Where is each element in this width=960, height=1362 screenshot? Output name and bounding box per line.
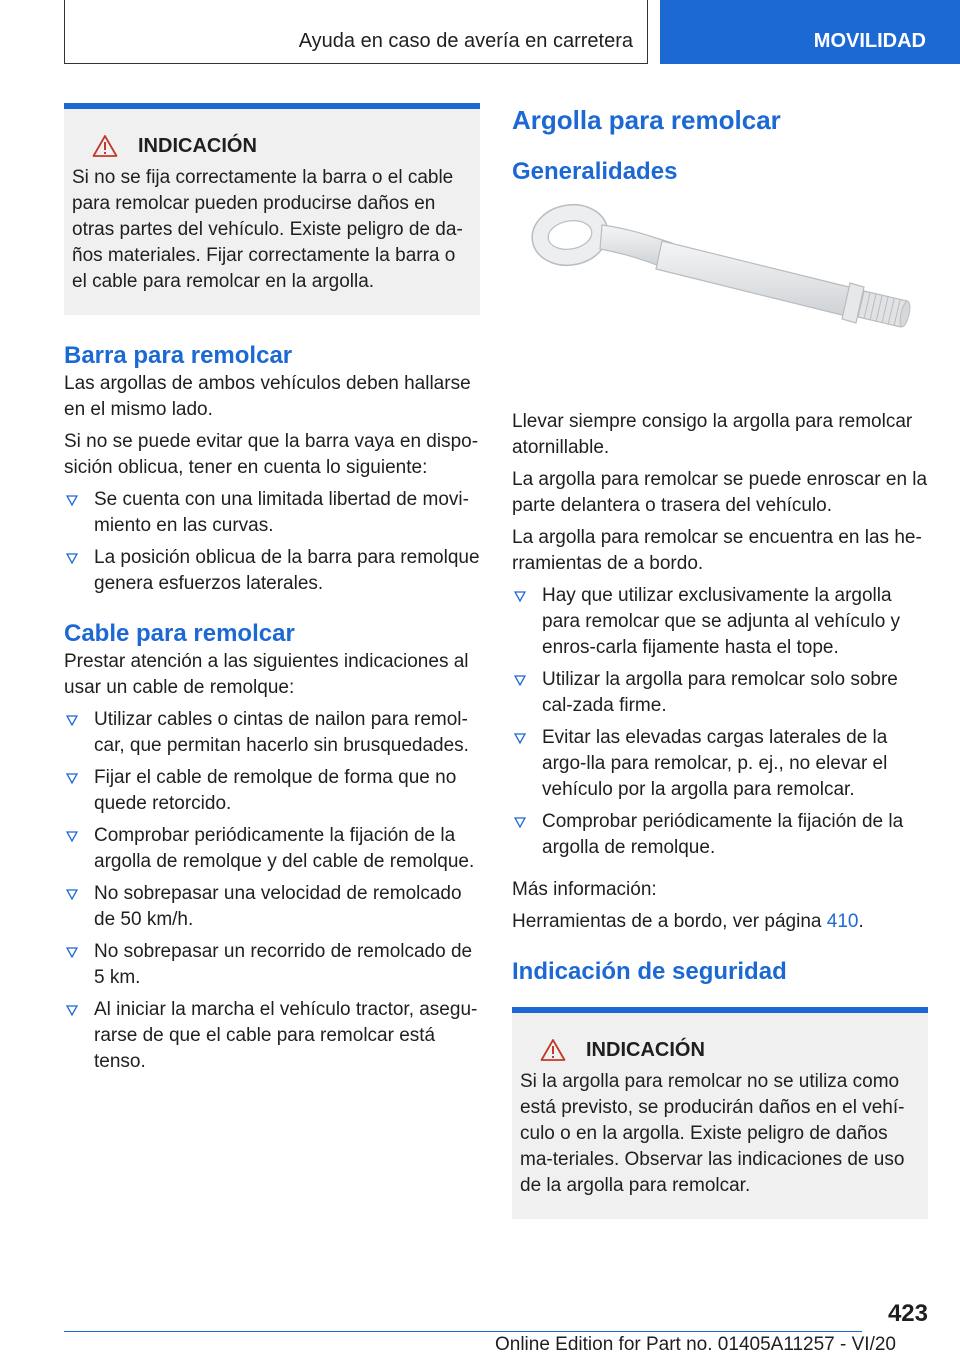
tow-eye-image (512, 187, 928, 409)
list-item: No sobrepasar un recorrido de remolcado de 5 km. (64, 939, 480, 991)
header-chapter-tab-label: MOVILIDAD (813, 30, 926, 52)
heading-tow-bar: Barra para remolcar (64, 342, 293, 369)
footer-edition-text: Online Edition for Part no. 01405A11257 - VI/20 (494, 1334, 896, 1355)
triangle-bullet-icon (514, 817, 526, 828)
tow-eye-paragraph-2: La argolla para remolcar se puede enroscar en la parte delantera o trasera del vehículo. (512, 469, 928, 516)
triangle-bullet-icon (514, 591, 526, 602)
warning-text: Si la argolla para remolcar no se utiliza como está previsto, se producirán daños en el vehí-culo o en la argolla. Existe peligro de daños ma-teriales. Observar las indicaciones de uso de la argolla para remolcar. (520, 1071, 905, 1196)
triangle-bullet-icon (66, 889, 78, 900)
tow-eye-paragraph-1: Llevar siempre consigo la argolla para remolcar atornillable. (512, 411, 913, 458)
tow-bar-paragraph-1: Las argollas de ambos vehículos deben hallarse en el mismo lado. (64, 373, 471, 420)
more-info-label: Más información: (512, 879, 657, 900)
tow-cable-paragraph-1: Prestar atención a las siguientes indicaciones al usar un cable de remolque: (64, 651, 469, 698)
warning-header (72, 131, 472, 161)
triangle-bullet-icon (66, 495, 78, 506)
triangle-bullet-icon (66, 947, 78, 958)
warning-text: Si no se fija correctamente la barra o el cable para remolcar pueden producirse daños en otras partes del vehículo. Existe peligro de da-ños materiales. Fijar correctamente la barra o el cable para remolcar en la argolla. (72, 167, 463, 292)
left-column (64, 103, 480, 1075)
triangle-bullet-icon (66, 773, 78, 784)
list-item: Al iniciar la marcha el vehículo tractor, asegu-rarse de que el cable para remolcar está tenso. (64, 997, 480, 1075)
list-item: Comprobar periódicamente la fijación de la argolla de remolque y del cable de remolque. (64, 823, 480, 875)
warning-triangle-icon (92, 134, 118, 158)
warning-box-left (64, 103, 480, 315)
list-item: Fijar el cable de remolque de forma que no quede retorcido. (64, 765, 480, 817)
warning-title: INDICACIÓN (138, 134, 257, 157)
triangle-bullet-icon (66, 715, 78, 726)
tow-eye-illustration (512, 187, 928, 409)
warning-header (520, 1035, 920, 1065)
list-item: Utilizar cables o cintas de nailon para remol-car, que permitan hacerlo sin brusquedades. (64, 707, 480, 759)
tow-bar-paragraph-2: Si no se puede evitar que la barra vaya en dispo-sición oblicua, tener en cuenta lo siguiente: (64, 431, 479, 478)
header-section-box (64, 0, 648, 64)
heading-tow-eye: Argolla para remolcar (512, 105, 781, 135)
list-item: Evitar las elevadas cargas laterales de la argo-lla para remolcar, p. ej., no elevar el vehículo por la argolla para remolcar. (512, 725, 928, 803)
tow-eye-paragraph-3: La argolla para remolcar se encuentra en las he-rramientas de a bordo. (512, 527, 922, 574)
footer-divider (64, 1331, 862, 1332)
page-reference-link[interactable]: 410 (826, 911, 859, 932)
page-number: 423 (887, 1300, 928, 1327)
tow-bar-list (64, 487, 480, 597)
header-chapter-tab[interactable] (660, 0, 960, 64)
warning-box-right (512, 1007, 928, 1219)
triangle-bullet-icon (66, 553, 78, 564)
tow-cable-list (64, 707, 480, 1075)
heading-tow-cable: Cable para remolcar (64, 620, 295, 647)
list-item: La posición oblicua de la barra para remolque genera esfuerzos laterales. (64, 545, 480, 597)
warning-title: INDICACIÓN (586, 1038, 705, 1061)
subheading-general: Generalidades (512, 158, 678, 185)
triangle-bullet-icon (514, 733, 526, 744)
triangle-bullet-icon (514, 675, 526, 686)
right-column (512, 103, 928, 1219)
tow-eye-list (512, 583, 928, 861)
header-section-title: Ayuda en caso de avería en carretera (298, 30, 633, 52)
list-item: Utilizar la argolla para remolcar solo sobre cal-zada firme. (512, 667, 928, 719)
list-item: Hay que utilizar exclusivamente la argolla para remolcar que se adjunta al vehículo y enros-carla fijamente hasta el tope. (512, 583, 928, 661)
warning-triangle-icon (540, 1038, 566, 1062)
list-item: Se cuenta con una limitada libertad de movi-miento en las curvas. (64, 487, 480, 539)
triangle-bullet-icon (66, 1005, 78, 1016)
list-item: No sobrepasar una velocidad de remolcado de 50 km/h. (64, 881, 480, 933)
heading-safety: Indicación de seguridad (512, 958, 787, 985)
more-info-reference: Herramientas de a bordo, ver página 410. (512, 911, 864, 932)
list-item: Comprobar periódicamente la fijación de la argolla de remolque. (512, 809, 928, 861)
triangle-bullet-icon (66, 831, 78, 842)
